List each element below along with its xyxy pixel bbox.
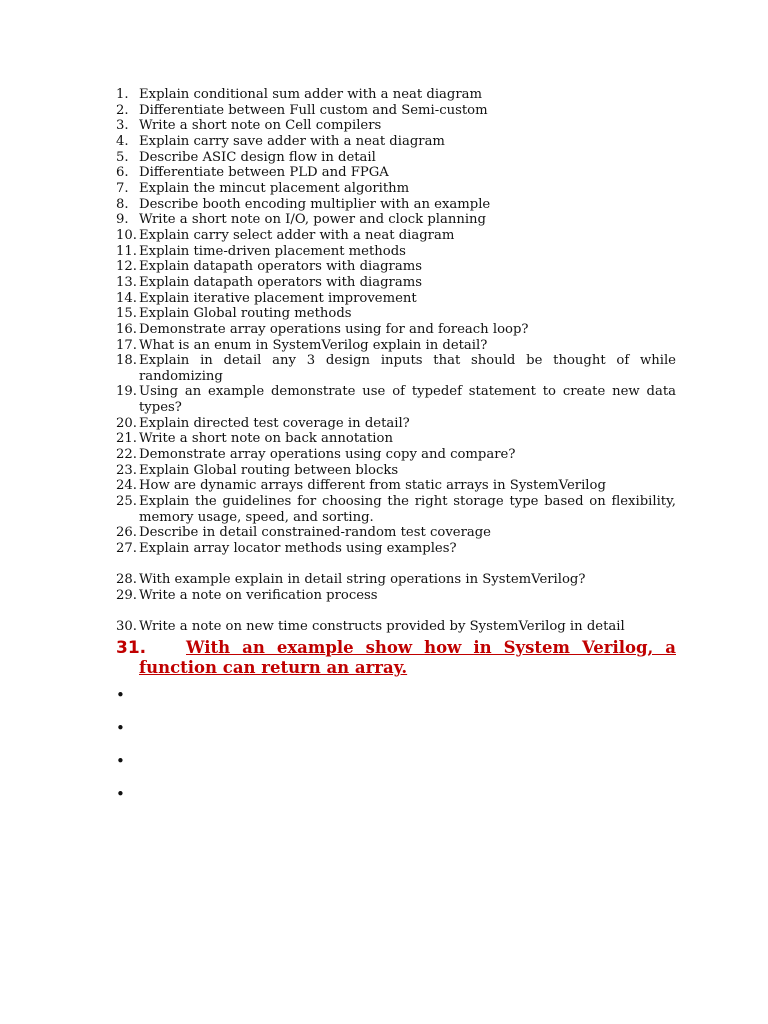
list-item [116,197,676,213]
item-number: 30. [116,619,137,635]
item-number: 25. [116,494,137,510]
list-item [116,244,676,260]
item-text: Explain Global routing between blocks [139,462,399,478]
list-item [116,150,676,166]
list-item [116,588,676,604]
item-text: Write a note on verification process [139,587,378,603]
item-text: Explain array locator methods using examples? [139,541,457,557]
list-item [116,416,676,432]
item-text: Write a short note on back annotation [139,431,393,447]
item-number: 17. [116,337,137,353]
item-text: Explain the guidelines for choosing the right storage type based on flexibility, memory usage, speed, and sorting. [139,494,676,525]
list-item [116,541,676,557]
list-item [116,118,676,134]
list-item [116,494,676,525]
item-number: 26. [116,525,137,541]
item-number: 5. [116,149,129,165]
list-item [116,447,676,463]
list-item [116,572,676,588]
item-number: 6. [116,165,129,181]
item-text: Explain conditional sum adder with a neat diagram [139,87,483,102]
list-item [116,165,676,181]
item-text: Explain iterative placement improvement [139,290,417,306]
list-item [116,134,676,150]
list-item [116,619,676,635]
item-number: 20. [116,415,137,431]
item-text: With example explain in detail string operations in SystemVerilog? [139,572,586,588]
question-list [116,87,676,635]
item-text: Differentiate between Full custom and Semi-custom [139,102,488,118]
item-number: 19. [116,384,137,400]
item-number: 13. [116,274,137,290]
list-item [116,431,676,447]
item-number: 16. [116,321,137,337]
item-number: 11. [116,243,137,259]
list-item [116,306,676,322]
item-number: 22. [116,447,137,463]
item-number: 29. [116,587,137,603]
item-text: Explain time-driven placement methods [139,243,406,259]
item-text: Explain datapath operators with diagrams [139,274,422,290]
item-number: 12. [116,259,137,275]
list-item [116,384,676,415]
item-number: 2. [116,102,129,118]
list-item [116,291,676,307]
item-number: 8. [116,196,129,212]
blank-line [116,604,676,620]
list-item [116,275,676,291]
item-text: Explain datapath operators with diagrams [139,259,422,275]
item-text: Demonstrate array operations using copy and compare? [139,447,516,463]
list-item [116,228,676,244]
item-text: Describe booth encoding multiplier with an example [139,196,491,212]
item-number: 1. [116,87,129,102]
bullet-point: • [116,686,125,704]
highlighted-question-number: 31. [116,638,147,658]
list-item [116,181,676,197]
bullet-point: • [116,752,125,770]
item-text: Describe ASIC design flow in detail [139,149,376,165]
list-item [116,525,676,541]
item-number: 3. [116,118,129,134]
list-item [116,212,676,228]
item-number: 18. [116,353,137,369]
list-item [116,322,676,338]
item-text: Explain directed test coverage in detail? [139,415,410,431]
list-item [116,259,676,275]
item-number: 9. [116,212,129,228]
item-text: How are dynamic arrays different from static arrays in SystemVerilog [139,478,606,494]
list-item [116,87,676,103]
list-item [116,353,676,384]
item-text: Explain in detail any 3 design inputs that should be thought of while randomizing [139,353,676,384]
list-item [116,103,676,119]
item-text: Explain the mincut placement algorithm [139,180,410,196]
item-number: 24. [116,478,137,494]
item-text: Explain Global routing methods [139,306,352,322]
highlighted-question [116,638,676,678]
item-number: 10. [116,227,137,243]
item-text: Using an example demonstrate use of typedef statement to create new data types? [139,384,676,416]
item-number: 21. [116,431,137,447]
item-number: 7. [116,180,129,196]
item-text: Differentiate between PLD and FPGA [139,165,389,181]
empty-bullet-list [116,688,125,820]
item-text: Describe in detail constrained-random test coverage [139,525,491,541]
list-item [116,338,676,354]
item-text: Explain carry save adder with a neat diagram [139,133,445,149]
item-text: Write a note on new time constructs provided by SystemVerilog in detail [139,619,625,635]
list-item [116,463,676,479]
item-text: Write a short note on I/O, power and clock planning [139,212,486,228]
item-number: 28. [116,572,137,588]
bullet-point: • [116,719,125,737]
item-number: 4. [116,133,129,149]
highlighted-question-text: With an example show how in System Verilog, a function can return an array. [139,638,676,677]
item-number: 23. [116,462,137,478]
item-text: What is an enum in SystemVerilog explain in detail? [139,337,488,353]
list-item [116,478,676,494]
bullet-point: • [116,785,125,803]
item-text: Demonstrate array operations using for and foreach loop? [139,321,529,337]
item-number: 27. [116,541,137,557]
item-text: Explain carry select adder with a neat diagram [139,227,455,243]
blank-line [116,557,676,573]
item-number: 15. [116,306,137,322]
item-number: 14. [116,290,137,306]
item-text: Write a short note on Cell compilers [139,118,382,134]
